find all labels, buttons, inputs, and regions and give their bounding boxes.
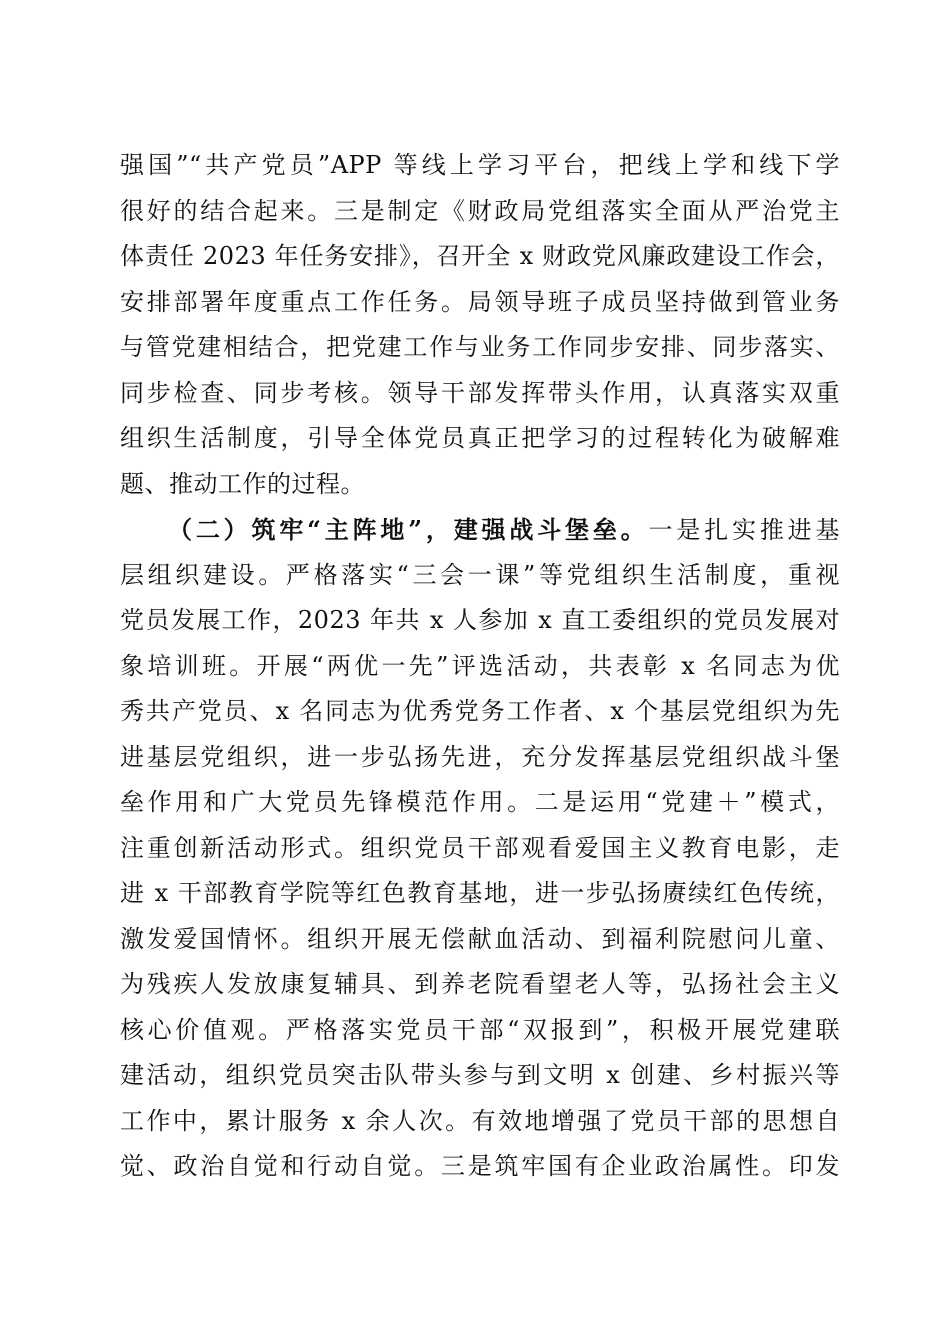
- text-line: 激发爱国情怀。组织开展无偿献血活动、到福利院慰问儿童、: [120, 924, 840, 953]
- text-line: 进 x 干部教育学院等红色教育基地，进一步弘扬赓续红色传统，: [120, 879, 840, 907]
- text-line: 工作中，累计服务 x 余人次。有效地增强了党员干部的思想自: [120, 1106, 840, 1135]
- text-line: 觉、政治自觉和行动自觉。三是筑牢国有企业政治属性。印发: [120, 1152, 840, 1180]
- text-line: 与管党建相结合，把党建工作与业务工作同步安排、同步落实、: [120, 333, 840, 361]
- text-line: 注重创新活动形式。组织党员干部观看爱国主义教育电影，走: [120, 833, 840, 862]
- text-line: 进基层党组织，进一步弘扬先进，充分发挥基层党组织战斗堡: [120, 742, 840, 771]
- text-line: 安排部署年度重点工作任务。局领导班子成员坚持做到管业务: [120, 287, 840, 316]
- text-line: 体责任 2023 年任务安排》，召开全 x 财政党风廉政建设工作会，: [120, 242, 840, 270]
- text-line: 秀共产党员、x 名同志为优秀党务工作者、x 个基层党组织为先: [120, 697, 840, 725]
- text-line: 党员发展工作，2023 年共 x 人参加 x 直工委组织的党员发展对: [120, 606, 840, 634]
- text-line: 很好的结合起来。三是制定《财政局党组落实全面从严治党主: [120, 196, 840, 225]
- section-heading: （二）筑牢“主阵地”，建强战斗堡垒。: [168, 515, 649, 544]
- text-line: 同步检查、同步考核。领导干部发挥带头作用，认真落实双重: [120, 378, 840, 407]
- paragraph-1: [120, 143, 840, 507]
- text-line: 题、推动工作的过程。: [120, 469, 365, 498]
- text-line: 层组织建设。严格落实“三会一课”等党组织生活制度，重视: [120, 560, 840, 589]
- paragraph-2: [120, 507, 840, 1190]
- document-body: [120, 143, 840, 1190]
- text-line: 垒作用和广大党员先锋模范作用。二是运用“党建＋”模式，: [120, 788, 840, 816]
- text-run: 一是扎实推进基: [648, 516, 841, 544]
- text-line: 建活动，组织党员突击队带头参与到文明 x 创建、乡村振兴等: [120, 1061, 840, 1089]
- text-line: 核心价值观。严格落实党员干部“双报到”，积极开展党建联: [120, 1015, 840, 1044]
- text-line: 为残疾人发放康复辅具、到养老院看望老人等，弘扬社会主义: [120, 970, 840, 998]
- text-line: 组织生活制度，引导全体党员真正把学习的过程转化为破解难: [120, 424, 840, 452]
- text-line: 象培训班。开展“两优一先”评选活动，共表彰 x 名同志为优: [120, 651, 840, 680]
- text-line: 强国”“共产党员”APP 等线上学习平台，把线上学和线下学: [120, 151, 840, 179]
- text-line: [120, 507, 840, 553]
